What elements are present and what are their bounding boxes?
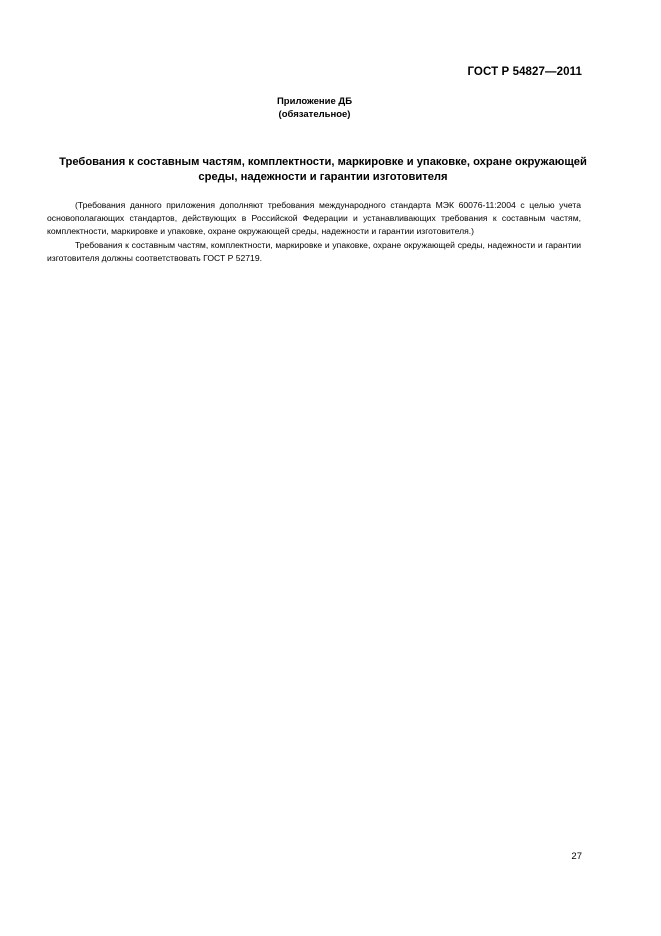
document-code: ГОСТ Р 54827—2011: [467, 66, 582, 78]
annex-heading: [0, 95, 629, 121]
annex-status: (обязательное): [278, 109, 351, 120]
paragraph-1: (Требования данного приложения дополняют требования международного стандарта МЭК 60076-11:2004 с целью учета основополагающих стандартов, действующих в Российской Федерации и устанавливающих требования к составным частям, комплектности, маркировке и упаковке, охране окружающей среды, надежности и гарантии изготовителя.): [47, 200, 581, 237]
section-title: [48, 155, 598, 185]
section-title-line-1: Требования к составным частям, комплектности, маркировке и упаковке, охране окружающей: [59, 156, 587, 168]
section-title-line-2: среды, надежности и гарантии изготовителя: [198, 171, 448, 183]
body-text: [47, 199, 581, 265]
paragraph-2: Требования к составным частям, комплектности, маркировке и упаковке, охране окружающей среды, надежности и гарантии изготовителя должны соответствовать ГОСТ Р 52719.: [47, 239, 581, 263]
page-number: 27: [571, 851, 582, 862]
annex-title: Приложение ДБ: [276, 96, 353, 107]
